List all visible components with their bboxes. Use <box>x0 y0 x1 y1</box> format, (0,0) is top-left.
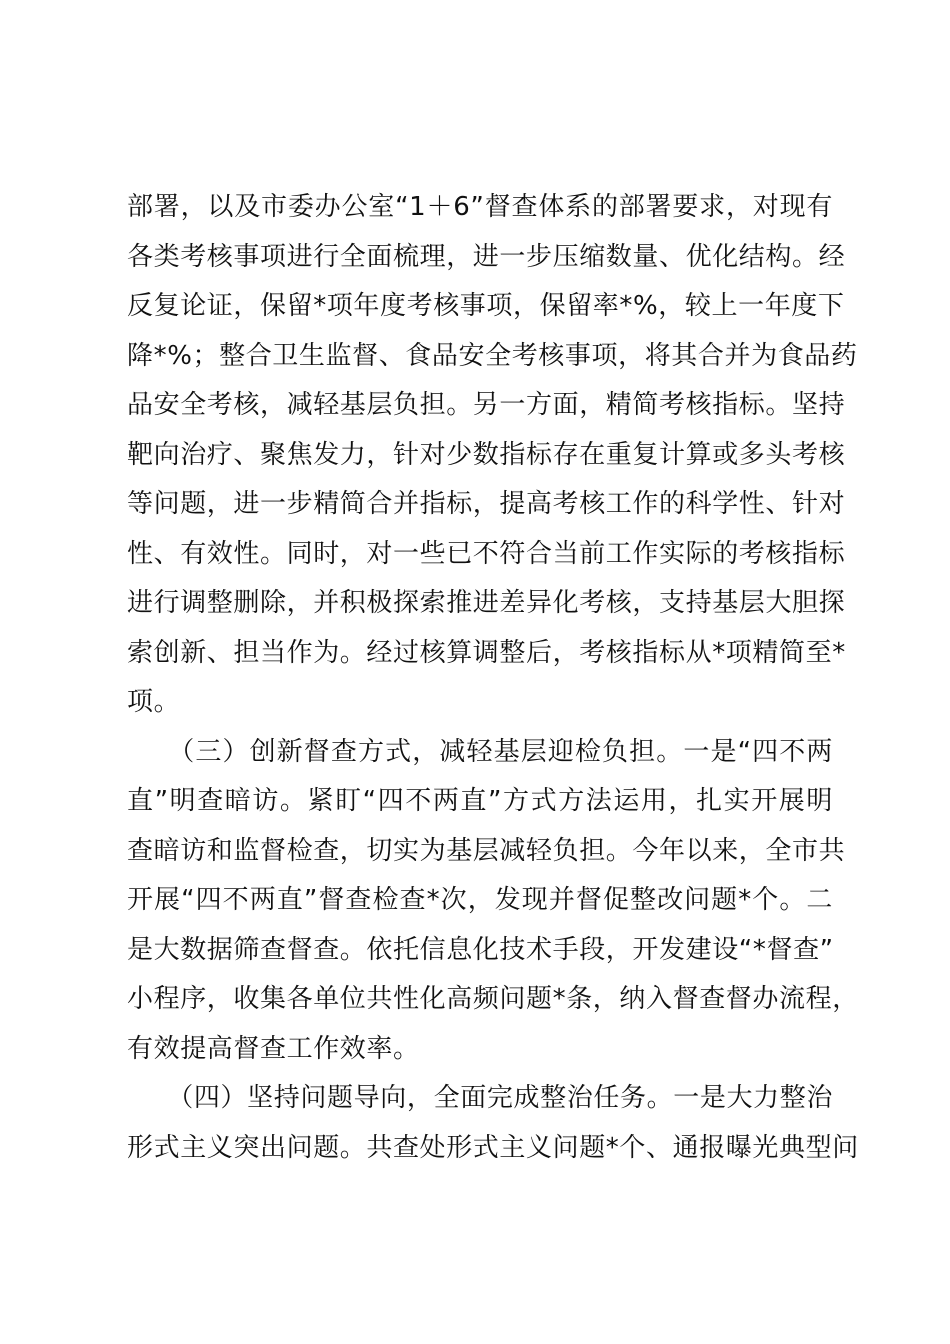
text-line: 等问题，进一步精简合并指标，提高考核工作的科学性、针对 <box>127 489 846 519</box>
text-line: 查暗访和监督检查，切实为基层减轻负担。今年以来，全市共 <box>127 835 846 866</box>
text-line: 索创新、担当作为。经过核算调整后，考核指标从*项精简至* <box>127 637 846 668</box>
text-line: 开展“四不两直”督查检查*次，发现并督促整改问题*个。二 <box>127 885 833 915</box>
text-line: （四）坚持问题导向，全面完成整治任务。一是大力整治 <box>127 1083 833 1113</box>
text-line: 降*%；整合卫生监督、食品安全考核事项，将其合并为食品药 <box>127 340 858 371</box>
text-line: 反复论证，保留*项年度考核事项，保留率*%，较上一年度下 <box>127 291 845 321</box>
text-line: 部署，以及市委办公室“1＋6”督查体系的部署要求，对现有 <box>127 192 833 222</box>
text-line: 是大数据筛查督查。依托信息化技术手段，开发建设“*督查” <box>127 934 834 965</box>
text-line: 形式主义突出问题。共查处形式主义问题*个、通报曝光典型问 <box>127 1132 859 1163</box>
text-line: 有效提高督查工作效率。 <box>127 1033 420 1064</box>
text-line: 品安全考核，减轻基层负担。另一方面，精简考核指标。坚持 <box>127 390 846 420</box>
text-line: 各类考核事项进行全面梳理，进一步压缩数量、优化结构。经 <box>127 241 846 272</box>
text-line: 靶向治疗、聚焦发力，针对少数指标存在重复计算或多头考核 <box>127 439 846 470</box>
text-line: 进行调整删除，并积极探索推进差异化考核，支持基层大胆探 <box>127 588 846 618</box>
text-line: （三）创新督查方式，减轻基层迎检负担。一是“四不两 <box>127 736 833 767</box>
text-line: 小程序，收集各单位共性化高频问题*条，纳入督查督办流程， <box>127 984 859 1014</box>
text-line: 直”明查暗访。紧盯“四不两直”方式方法运用，扎实开展明 <box>127 786 833 816</box>
text-line: 项。 <box>127 687 181 717</box>
body-text <box>127 183 859 1173</box>
text-line: 性、有效性。同时，对一些已不符合当前工作实际的考核指标 <box>127 538 846 569</box>
